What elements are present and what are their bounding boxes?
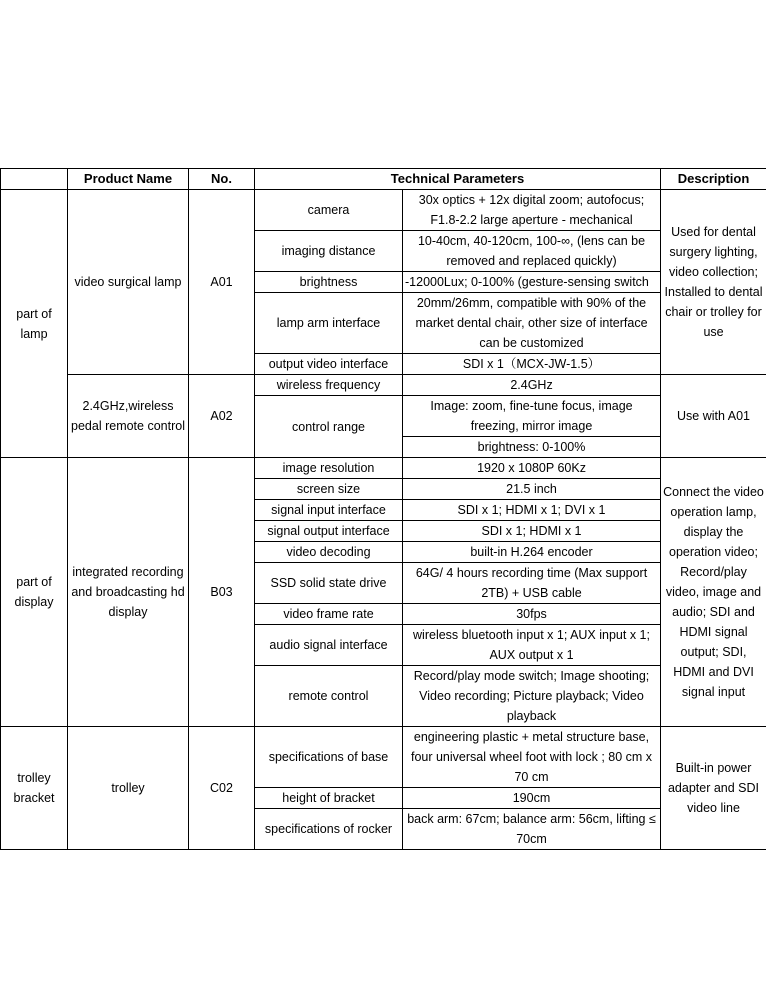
description-cell: Use with A01 [661, 375, 766, 458]
param-value-cell: SDI x 1; HDMI x 1 [403, 521, 661, 542]
param-name-cell: wireless frequency [255, 375, 403, 396]
param-value-cell: 1920 x 1080P 60Kz [403, 458, 661, 479]
header-no: No. [189, 169, 255, 190]
product-no-cell: B03 [189, 458, 255, 727]
table-row [1, 458, 766, 479]
product-name-cell: 2.4GHz,wireless pedal remote control [68, 375, 189, 458]
header-description: Description [661, 169, 766, 190]
param-value-cell: 10-40cm, 40-120cm, 100-∞, (lens can be removed and replaced quickly) [403, 231, 661, 272]
param-name-cell: imaging distance [255, 231, 403, 272]
param-name-cell: brightness [255, 272, 403, 293]
group-cell: part of lamp [1, 190, 68, 458]
header-group [1, 169, 68, 190]
param-name-cell: output video interface [255, 354, 403, 375]
group-cell: trolley bracket [1, 727, 68, 850]
product-no-cell: A02 [189, 375, 255, 458]
param-name-cell: video decoding [255, 542, 403, 563]
product-no-cell: A01 [189, 190, 255, 375]
product-name-cell: video surgical lamp [68, 190, 189, 375]
param-name-cell: image resolution [255, 458, 403, 479]
param-name-cell: camera [255, 190, 403, 231]
param-value-cell: brightness: 0-100% [403, 437, 661, 458]
param-value-cell: SDI x 1（MCX-JW-1.5） [403, 354, 661, 375]
param-name-cell: specifications of base [255, 727, 403, 788]
param-value-cell: wireless bluetooth input x 1; AUX input x 1; AUX output x 1 [403, 625, 661, 666]
group-cell: part of display [1, 458, 68, 727]
param-name-cell: signal input interface [255, 500, 403, 521]
param-value-cell: 30fps [403, 604, 661, 625]
param-name-cell: audio signal interface [255, 625, 403, 666]
param-value-cell: SDI x 1; HDMI x 1; DVI x 1 [403, 500, 661, 521]
param-value-cell: 21.5 inch [403, 479, 661, 500]
table-row [1, 190, 766, 231]
param-name-cell: signal output interface [255, 521, 403, 542]
header-product-name: Product Name [68, 169, 189, 190]
param-value-cell: Image: zoom, fine-tune focus, image freezing, mirror image [403, 396, 661, 437]
product-name-cell: integrated recording and broadcasting hd display [68, 458, 189, 727]
table-row [1, 375, 766, 396]
table-row [1, 727, 766, 788]
param-name-cell: specifications of rocker [255, 809, 403, 850]
param-value-cell: built-in H.264 encoder [403, 542, 661, 563]
param-value-cell: back arm: 67cm; balance arm: 56cm, lifting ≤ 70cm [403, 809, 661, 850]
param-value-cell: engineering plastic + metal structure base, four universal wheel foot with lock ; 80 cm x 70 cm [403, 727, 661, 788]
param-name-cell: SSD solid state drive [255, 563, 403, 604]
param-value-cell: 2.4GHz [403, 375, 661, 396]
param-name-cell: control range [255, 396, 403, 458]
product-no-cell: C02 [189, 727, 255, 850]
param-name-cell: remote control [255, 666, 403, 727]
param-value-cell: 190cm [403, 788, 661, 809]
param-name-cell: video frame rate [255, 604, 403, 625]
description-cell: Used for dental surgery lighting, video collection; Installed to dental chair or trolley for use [661, 190, 766, 375]
param-value-cell: Record/play mode switch; Image shooting; Video recording; Picture playback; Video playback [403, 666, 661, 727]
param-value-cell: 64G/ 4 hours recording time (Max support 2TB) + USB cable [403, 563, 661, 604]
param-value-cell: -12000Lux; 0-100% (gesture-sensing switch [403, 272, 661, 293]
header-row [1, 169, 766, 190]
description-cell: Built-in power adapter and SDI video line [661, 727, 766, 850]
param-value-cell: 30x optics + 12x digital zoom; autofocus; F1.8-2.2 large aperture - mechanical [403, 190, 661, 231]
spec-table [0, 168, 766, 850]
param-name-cell: lamp arm interface [255, 293, 403, 354]
param-value-cell: 20mm/26mm, compatible with 90% of the market dental chair, other size of interface can be customized [403, 293, 661, 354]
description-cell: Connect the video operation lamp, display the operation video; Record/play video, image and audio; SDI and HDMI signal output; SDI, HDMI and DVI signal input [661, 458, 766, 727]
product-name-cell: trolley [68, 727, 189, 850]
param-name-cell: height of bracket [255, 788, 403, 809]
param-name-cell: screen size [255, 479, 403, 500]
header-technical-parameters: Technical Parameters [255, 169, 661, 190]
